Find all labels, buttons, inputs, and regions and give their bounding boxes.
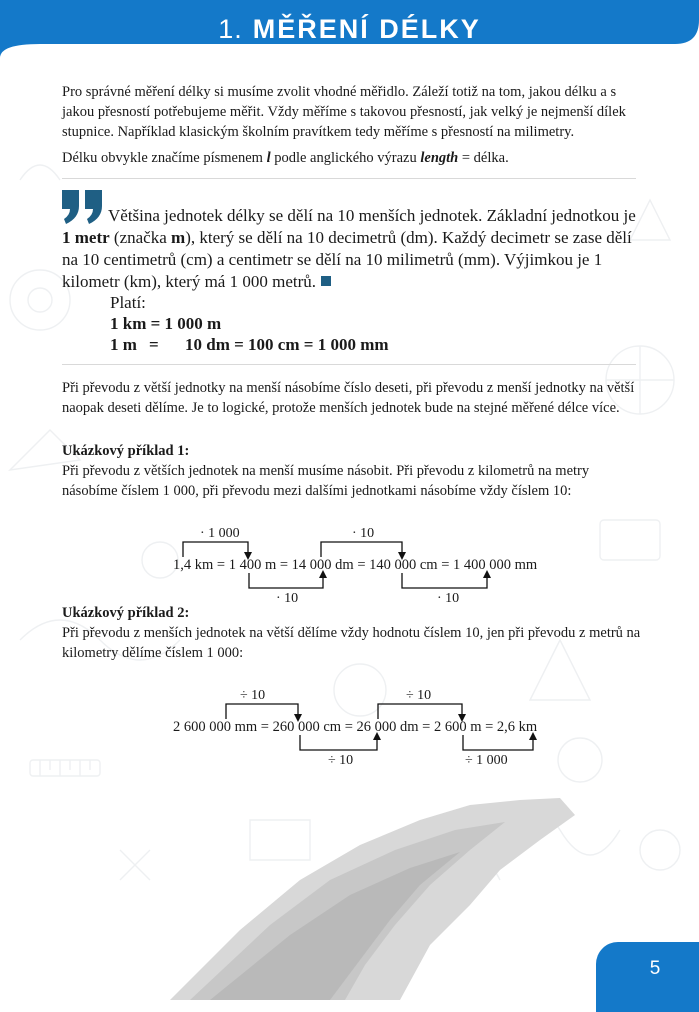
example1-heading: Ukázkový příklad 1: <box>62 443 190 459</box>
conversion-text: Při převodu z větší jednotky na menší násobíme číslo deseti, při převodu z menší jednotky na větší naopak deseti dělíme. Je to logické, protože menších jednotek bude na stejné měřené délce více. <box>62 380 635 416</box>
length-word: length <box>420 150 459 166</box>
example1-top-label-2: · 10 <box>352 526 375 541</box>
length-text-3: = délka. <box>458 150 509 166</box>
intro-text: Pro správné měření délky si musíme zvolit vhodné měřidlo. Záleží totiž na tom, jakou délku a s jakou přesností potřebujeme měřit. Vždy měříme s takovou přesností, jak velký je nejmenší dílek stupnice. Například klasickým školním pravítkem tedy měříme s přesností na milimetry. <box>62 84 626 140</box>
quote-text-1: Většina jednotek délky se dělí na 10 menších jednotek. Základní jednotkou je <box>108 206 636 225</box>
example1-bottom-label-1: · 10 <box>276 591 299 606</box>
quote-bold-metr: 1 metr <box>62 228 110 247</box>
equation-m-left: 1 m <box>110 335 137 354</box>
example2-bottom-label-1: ÷ 10 <box>328 753 354 768</box>
quote-bold-m: m <box>171 228 186 247</box>
equation-m-right: 10 dm = 100 cm = 1 000 mm <box>185 335 389 354</box>
chapter-name: MĚŘENÍ DÉLKY <box>252 14 481 44</box>
example2-equation: 2 600 000 mm = 260 000 cm = 26 000 dm = 2 600 m = 2,6 km <box>173 719 538 735</box>
equation-km: 1 km = 1 000 m <box>110 314 222 333</box>
example2-bottom-label-2: ÷ 1 000 <box>465 753 508 768</box>
example2-top-label-1: ÷ 10 <box>240 688 266 703</box>
length-text-1: Délku obvykle značíme písmenem <box>62 150 267 166</box>
quote-text-2: (značka <box>109 228 172 247</box>
example2-text: Při převodu z menších jednotek na větší dělíme vždy hodnotu číslem 10, jen při převodu z metrů na kilometry dělíme číslem 1 000: <box>62 625 641 661</box>
example2-heading: Ukázkový příklad 2: <box>62 605 190 621</box>
length-text-2: podle anglického výrazu <box>270 150 421 166</box>
example1-text: Při převodu z větších jednotek na menší musíme násobit. Při převodu z kilometrů na metry násobíme číslem 1 000, při převodu mezi dalšími jednotkami násobíme vždy číslem 10: <box>62 463 590 499</box>
page-number: 5 <box>649 958 661 979</box>
example2-top-label-2: ÷ 10 <box>406 688 432 703</box>
example1-bottom-label-2: · 10 <box>437 591 460 606</box>
plati-label: Platí: <box>110 293 146 312</box>
length-symbol: l <box>266 150 271 166</box>
quote-text-3: ), který se dělí na 10 decimetrů (dm). Každý decimetr se zase dělí na 10 centimetrů (cm) a centimetr se dělí na 10 milimetrů (mm). Výjimkou je 1 kilometr (km), který má 1 000 metrů. <box>62 228 632 291</box>
chapter-number: 1. <box>218 14 243 44</box>
equation-m-equals: = <box>149 335 159 354</box>
example1-equation: 1,4 km = 1 400 m = 14 000 dm = 140 000 cm = 1 400 000 mm <box>173 557 538 573</box>
example1-top-label-1: · 1 000 <box>200 526 240 541</box>
